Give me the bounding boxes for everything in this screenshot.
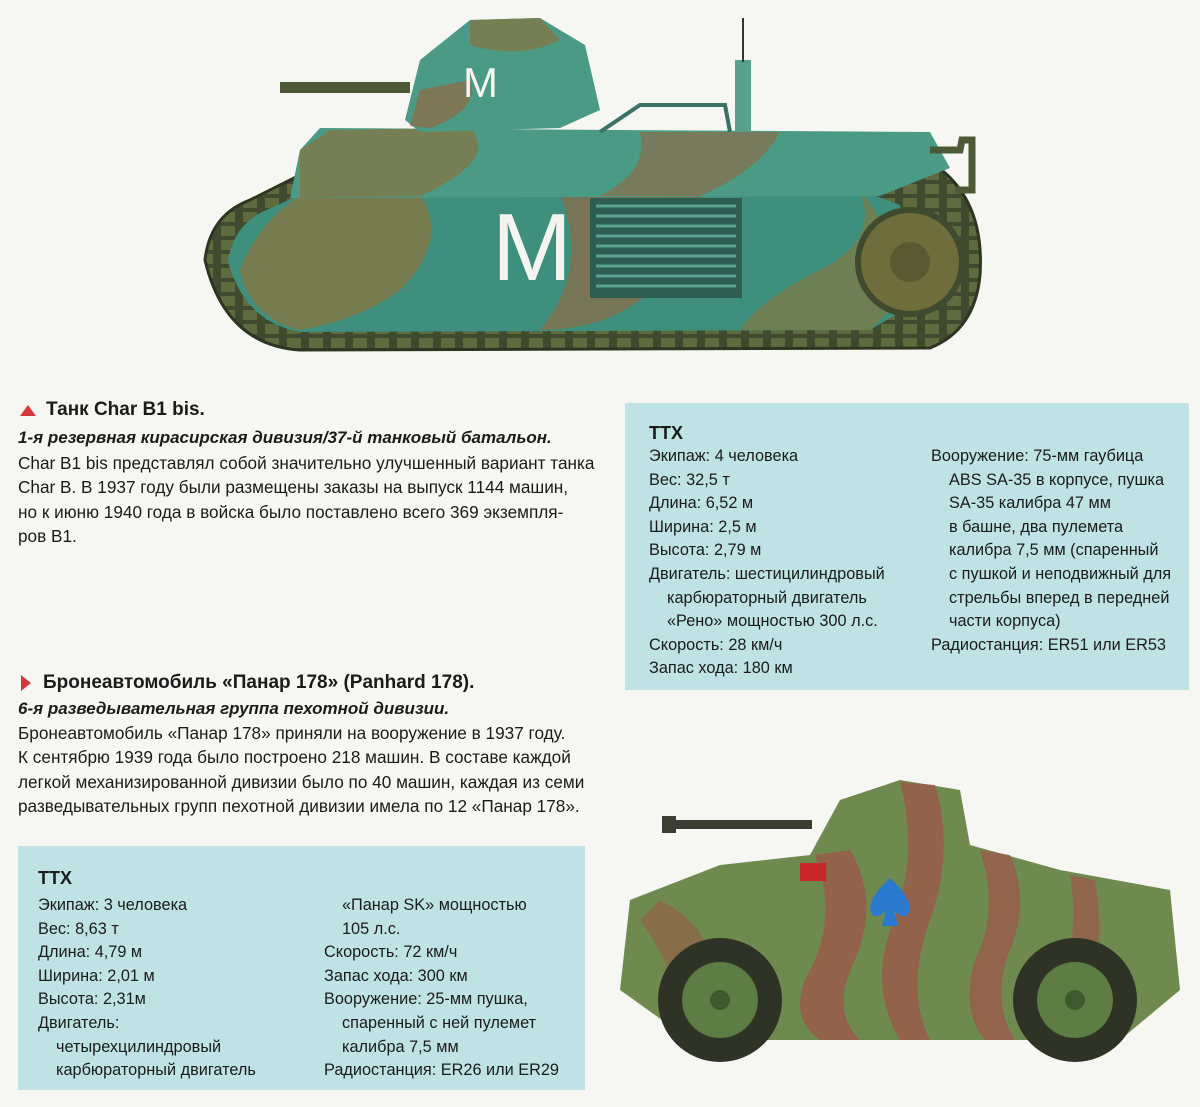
spec-line: калибра 7,5 мм (спаренный	[949, 541, 1159, 560]
tank-unit: 1-я резервная кирасирская дивизия/37-й танковый батальон.	[18, 428, 552, 447]
spec-line: Ширина: 2,5 м	[649, 517, 757, 536]
spec-line: Длина: 4,79 м	[38, 943, 143, 962]
triangle-up-icon	[20, 405, 36, 416]
spec-line: Радиостанция: ER51 или ER53	[931, 635, 1166, 654]
tank-specs-box	[625, 403, 1189, 690]
spec-line: Вооружение: 25-мм пушка,	[324, 990, 528, 1009]
spec-line: Высота: 2,31м	[38, 990, 146, 1009]
tank-specs-right	[931, 445, 1171, 657]
triangle-right-icon	[21, 675, 31, 691]
car-specs-title: ТТХ	[38, 868, 72, 888]
panhard-178-illustration	[600, 760, 1200, 1090]
hull-marking: M	[492, 194, 572, 301]
spec-line: Двигатель: шестицилиндровый	[649, 564, 885, 583]
car-specs-box	[18, 846, 585, 1090]
spec-line: с пушкой и неподвижный для	[949, 564, 1172, 583]
car-specs-left	[38, 894, 256, 1083]
spec-line: Ширина: 2,01 м	[38, 966, 155, 985]
car-description-line: К сентябрю 1939 года было построено 218 машин. В составе каждой	[18, 747, 571, 768]
spec-line: Экипаж: 3 человека	[38, 896, 188, 914]
spec-line: карбюраторный двигатель	[56, 1061, 256, 1080]
spec-line: Скорость: 72 км/ч	[324, 943, 458, 962]
spec-line: Двигатель:	[38, 1013, 120, 1032]
spec-line: Радиостанция: ER26 или ER29	[324, 1061, 559, 1080]
spec-line: калибра 7,5 мм	[342, 1037, 459, 1056]
spec-line: SA-35 калибра 47 мм	[949, 494, 1111, 513]
spec-line: «Панар SK» мощностью	[342, 896, 527, 914]
spec-line: 105 л.с.	[342, 919, 401, 938]
spec-line: части корпуса)	[949, 612, 1061, 631]
spec-line: стрельбы вперед в передней	[949, 588, 1170, 607]
car-unit: 6-я разведывательная группа пехотной дивизии.	[18, 699, 450, 718]
turret-marking: M	[463, 59, 498, 106]
car-description-line: легкой механизированной дивизии было по 40 машин, каждая из семи	[18, 771, 585, 792]
char-b1-tank-illustration	[0, 0, 1200, 370]
tank-description-line: ров В1.	[18, 526, 77, 547]
spec-line: спаренный с ней пулемет	[342, 1013, 537, 1032]
tank-specs-left	[649, 445, 885, 681]
tank-title: Танк Char B1 bis.	[46, 399, 205, 420]
spec-line: Запас хода: 180 км	[649, 659, 793, 678]
car-description-line: разведывательных групп пехотной дивизии имела по 12 «Панар 178».	[18, 796, 580, 817]
car-title: Бронеавтомобиль «Панар 178» (Panhard 178).	[43, 672, 475, 693]
tank-description-line: Char B1 bis представлял собой значительно улучшенный вариант танка	[18, 453, 595, 473]
spec-line: Скорость: 28 км/ч	[649, 635, 783, 654]
spec-line: карбюраторный двигатель	[667, 588, 867, 607]
spec-line: Вооружение: 75-мм гаубица	[931, 447, 1144, 465]
tank-description-line: Char B. В 1937 году были размещены заказы на выпуск 1144 машин,	[18, 477, 569, 498]
spec-line: ABS SA-35 в корпусе, пушка	[949, 470, 1165, 489]
red-insignia	[800, 863, 826, 881]
spec-line: «Рено» мощностью 300 л.с.	[667, 612, 878, 631]
car-heading	[18, 671, 474, 695]
tank-heading	[18, 398, 205, 422]
spec-line: Запас хода: 300 км	[324, 966, 468, 985]
tank-description	[18, 451, 594, 549]
spec-line: Высота: 2,79 м	[649, 541, 762, 560]
spec-line: Экипаж: 4 человека	[649, 447, 799, 465]
car-description-line: Бронеавтомобиль «Панар 178» приняли на вооружение в 1937 году.	[18, 723, 566, 743]
tank-description-line: но к июню 1940 года в войска было поставлено всего 369 экземпля-	[18, 501, 564, 522]
spec-line: четырехцилиндровый	[56, 1037, 222, 1056]
spec-line: Длина: 6,52 м	[649, 494, 754, 513]
car-description	[18, 721, 584, 819]
spec-line: в башне, два пулемета	[949, 517, 1124, 536]
car-specs-right	[324, 894, 559, 1083]
spec-line: Вес: 32,5 т	[649, 470, 730, 489]
spec-line: Вес: 8,63 т	[38, 919, 119, 938]
tank-specs-title: ТТХ	[649, 423, 683, 443]
